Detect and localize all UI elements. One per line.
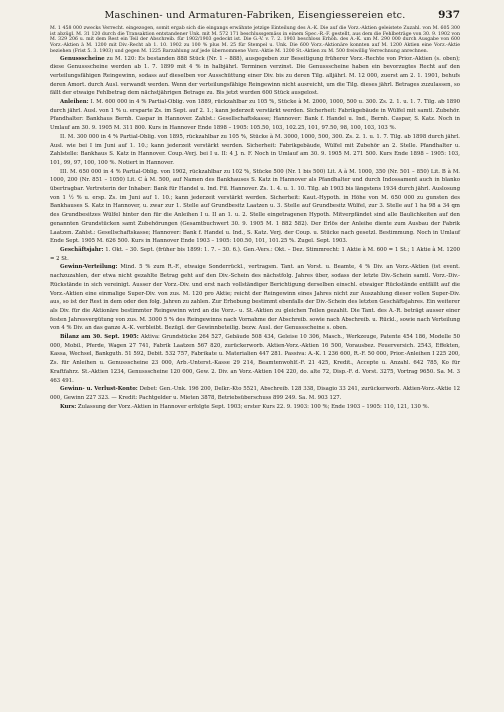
paragraph-genussscheine	[50, 55, 460, 99]
paragraph-lead: Genussscheine	[60, 55, 105, 62]
running-title: Maschinen- und Armaturen-Fabriken, Eisengiessereien etc.	[104, 10, 406, 21]
paragraph-anleihen-i	[50, 98, 460, 133]
paragraph-text: III. M. 650 000 in 4 % Partial-Oblig. von 1902, rückzahlbar zu 102 %, Stücke 500 (Nr. 1 bis 500) Lit. A à M. 1000, 350 (Nr. 501 – 850) Lit. B à M. 1000, 200 (Nr. 851 – 1050) Lit. C à M. 500, auf Namen des Bankhauses S. Katz in Hannover als Pfandhalter und durch Indossament auch in blanko übertragbar. Vertreterin der Inhaber: Bank für Handel u. Ind. Fil. Hannover. Zs. 1. 4. u. 1. 10. Tilg. ab 1903 bis längstens 1934 durch jährl. Auslosung von 1 ½ % u. ersp. Zs. im Juni auf 1. 10.; kann jederzeit verstärkt werden. Sicherheit: Kaut.-Hypoth. in Höhe von M. 650 000 zu gunsten des Bankhauses S. Katz in Hannover, u. zwar zur 1. Stelle auf Grundbesitz Laatzen u. 3. Stelle auf Grundbesitz Wülfel, zur 3. Stelle auf 1 ha 98 a 34 qm des Grundbesitzes Wülfel hinter den für die Anleihen I u. II an 1. u. 2. Stelle eingetragenen Hypoth. Mitverpfändet sind alle Baulichkeiten auf den genannten Grundstücken samt Zubehörungen (Gesamtbuchwert 30. 9. 1905 M. 1 882 582). Der Erlös der Anleihe diente zum Ausbau der Fabrik Laatzen. Zahlst.: Gesellschaftskasse; Hannover: Bank f. Handel u. Ind., S. Katz. Verj. der Coup. u. Stücke nach gesetzl. Bestimmung. Noch in Umlauf Ende Sept. 1905 M. 626 500. Kurs in Hannover Ende 1903 – 1905: 100.50, 101, 101.25 %. Zugel. Sept. 1903.	[50, 168, 460, 245]
paragraph-lead: Gewinn-Verteilung:	[60, 264, 118, 271]
paragraph-text: 1. Okt. – 30. Sept. (früher bis 1899: 1. 7. – 30. 6.). Gen.-Vers.: Okt. – Dez. Stimmrecht: 1 Aktie à M. 600 = 1 St.; 1 Aktie à M. 1200 = 2 St.	[50, 246, 460, 262]
paragraph-lead: Geschäftsjahr:	[60, 246, 104, 253]
paragraph-lead: Bilanz am 30. Sept. 1905:	[60, 334, 139, 341]
paragraph-gewinn-verteilung	[50, 263, 460, 333]
intro-paragraph: M. 1 458 000 zwecks Verrecht. eingezogen, somit ergab sich die eingangs erwähnte jetzige Einteilung des A.-K. Die auf die Vorz.-Aktien geleistete Zuzahl. von M. 605 300 ist abzügl. M. 31 120 durch die Transaktion entstandener Unk. mit M. 572 171 beschlussgemäss in einem Spec.-R.-F. gestellt, aus dem die Fehlbeträge von 30. 9. 1902 von M. 329 206 u. mit dem Rest ein Teil der Abschreib. für 1902/1903 gedeckt ist. Die G.-V. v. 7. 2. 1903 beschloss Erhöh. des A.-K. um M. 290 000 durch Ausgabe von 600 Vorz.-Aktien à M. 1200 mit Div.-Recht ab 1. 10. 1902 zu 100 % plus M. 25 für Stempel u. Unk. Die 600 Vorz.-Aktionäre konnten auf M. 1200 Aktien eine Vorz.-Aktie beziehen (Frist 5. 3. 1903) und gegen M. 1225 Barzahlung auf jede übernommene Vorz.-Aktie M. 1200 St.-Aktien zu M. 500 freiwillig Verrechnung anrechnen.	[50, 26, 460, 54]
paragraph-lead: Kurs:	[60, 403, 77, 410]
page-header	[50, 6, 460, 26]
paragraph-text: Zulassung der Vorz.-Aktien in Hannover erfolgte Sept. 1903; erster Kurs 22. 9. 1903: 100 %; Ende 1903 – 1905: 110, 121, 130 %.	[76, 403, 430, 410]
paragraph-text: II. M. 300 000 in 4 % Partial-Oblig. von 1895, rückzahlbar zu 105 %, Stücke à M. 3000, 1000, 500, 300. Zs. 2. 1. u. 1. 7. Tilg. ab 1898 durch jährl. Ausl. wie bei I im Juni auf 1. 10.; kann jederzeit verstärkt werden. Sicherheit: Fabrikgebäude, Wülfel mit Zubehör an 2. Stelle. Pfandhalter u. Zahlstelle: Bankhaus S. Katz in Hannover. Coup.-Verj. bei I u. II: 4 J. n. F. Noch in Umlauf am 30. 9. 1905 M. 271 500. Kurs Ende 1898 – 1905: 103, 101, 99, 97, 100, 100 %. Notiert in Hannover.	[50, 133, 460, 166]
paragraph-text: zu M. 120: Es bestanden 888 Stück (Nr. 1 – 888), ausgegeben zur Beseitigung früherer Vorz.-Rechte von Prior.-Aktien (s. oben); diese Genussscheine werden ab 1. 7. 1899 mit 4 % in halbjährl. Terminen verzinst. Die Genussscheine haben ein bevorzugtes Recht auf den verteilungsfähigen Reingewinn, sodass auf dieselben vor Ausschüttung einer Div. bis zu deren Tilg. alljährl. M. 12 000, zuerst am 2. 1. 1901, behufs deren Amort. durch Ausl. verwandt werden. Wenn der verteilungsfähige Reingewinn nicht ausreicht, um die Tilg. dieses jährl. Betrages zuzulassen, so fällt der etwaige Fehlbetrag dem nächstjährigen Betrage zu. Bis jetzt wurden 600 Stück ausgelost.	[50, 55, 460, 97]
paragraph-gewinn-verlust	[50, 385, 460, 402]
paragraph-bilanz	[50, 333, 460, 385]
paragraph-text: Debet: Gen.-Unk. 196 200, Delkr.-Kto 5521, Abschreib. 128 338, Disagio 33 241, zurückerworb. Aktien-Vorz.-Aktie 12 000, Gewinn 227 323. — Kredit: Pachtgelder u. Mieten 3878, Betriebsüberschuss 899 249. Sa. M. 903 127.	[50, 386, 460, 401]
paragraph-kurs	[50, 403, 460, 412]
paragraph-lead: Anleihen:	[60, 99, 89, 106]
page-number: 937	[438, 9, 460, 21]
paragraph-anleihen-iii	[50, 168, 460, 246]
paragraph-text: Aktiva: Grundstücke 264 527, Gebäude 508 434, Geleise 10 306, Masch., Werkzeuge, Patente 454 186, Modelle 50 000, Mobil., Pferde, Wagen 27 741, Fabrik Laatzen 567 820, zurückerworb. Aktien-Vorz.-Aktien 16 500, Vorausbez. Feuerversich. 2543, Effekten, Kassa, Wechsel, Bankguth. 51 592, Debit. 532 757, Fabrikate u. Materialien 447 281. Passiva: A.-K. 1 236 600, R.-F. 50 000, Prior.-Anleihen I 225 200, Zs. für Anleihen u. Genussscheine 23 000, Arb.-Unterst.-Kasse 29 214, Beamtenwohlf.-F. 21 425, Kredit., Accepte u. Anzahl. 642 785, Ko für Kraftfahrz. St.-Aktien 1234, Genussscheine 120 000, Gew. 2. Div. an Vorz.-Aktien 104 220, do. alte 72, Disp.-F. d. Vorst. 3275, Vortrag 9650. Sa. M. 3 463 491.	[50, 334, 461, 384]
paragraph-lead: Gewinn- u. Verlust-Konto:	[60, 386, 138, 393]
paragraph-anleihen-ii	[50, 133, 460, 168]
paragraph-text: Mind. 5 % zum R.-F., etwaige Sonderrückl., vertragsm. Tant. an Vorst. u. Beamte, 4 % Div. an Vorz.-Aktien (ist event. nachzuzahlen, der etwa nicht gezahlte Betrag geht auf den Div.-Schein des nächstfolg. Jahres über, sodass der letzte Div.-Schein samtl. Vorz.-Div.-Rückstände in sich vereinigt. Ausser der Vorz.-Div. und erst nach vollständiger Berichtigung derselben einschl. etwaiger Rückstände entfällt auf die Vorz.-Aktien eine einmalige Super-Div. von zus. M. 120 pro Aktie; reicht der Reingewinn eines Jahres nicht zur Auszahlung dieser vollen Super-Div. aus, so ist der Rest in dem oder den folg. Jahren zu zahlen. Zur Erhebung bestimmt ebenfalls der Div.-Schein des letzten Geschäftsjahres. Ein weiterer als Div. für die Aktionäre bestimmter Reingewinn wird an die Vorz.- u. St.-Aktien zu gleichen Teilen gezahlt. Die Tant. des A.-R. beträgt ausser einer festen Jahresvergütung von zus. M. 3000 5 % des Reingewinns nach Vornahme der Abschreib. sowie nach Abschreib. u. Rückl., sowie nach Verteilung von 4 % Div. an das ganze A.-K. verbleibt. Bezügl. der Gewinnbeteilig. bezw. Ausl. der Genussscheine s. oben.	[50, 264, 460, 332]
paragraph-text: I. M. 600 000 in 4 % Partial-Oblig. von 1889, rückzahlbar zu 105 %, Stücke à M. 2000, 1000, 500 u. 300. Zs. 2. 1. u. 1. 7. Tilg. ab 1890 durch jährl. Ausl. von 1 % u. ersparte Zs. im Sept. auf 2. 1.; kann jederzeit verstärkt werden. Sicherheit: Fabrikgebäude in Wülfel mit samtl. Zubehör. Pfandhalter: Bankhaus Bernh. Caspar in Hannover. Zahlst.: Gesellschaftskasse; Hannover: Bank f. Handel u. Ind., Bernh. Caspar, S. Katz. Noch in Umlauf am 30. 9. 1905 M. 311 800. Kurs in Hannover Ende 1898 – 1905: 105.50, 103, 102.25, 101, 97.50, 98, 100, 103, 103 %.	[50, 99, 460, 132]
paragraph-geschaeftsjahr	[50, 246, 460, 263]
document-body	[50, 26, 460, 411]
